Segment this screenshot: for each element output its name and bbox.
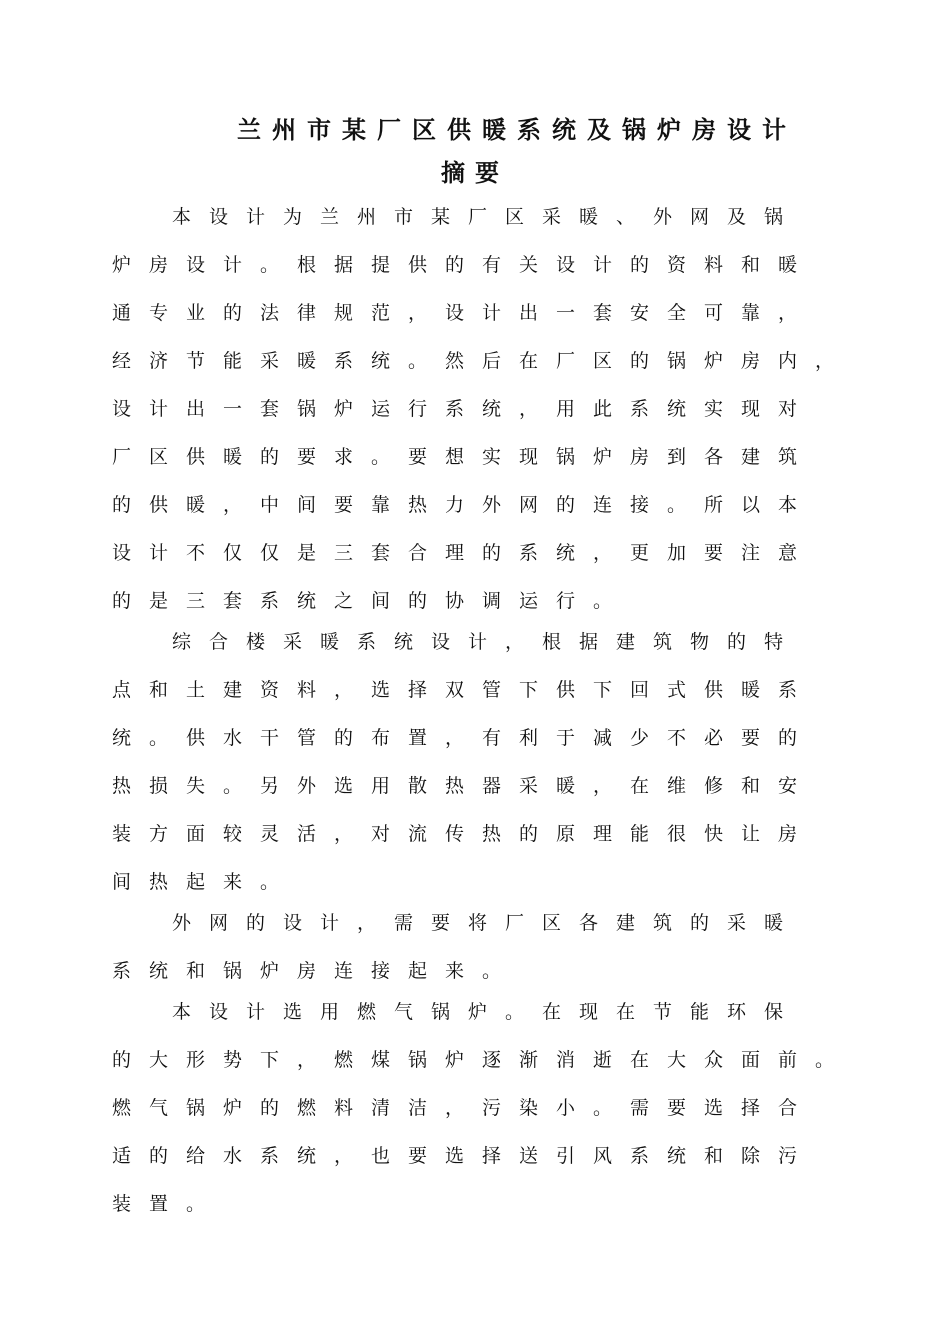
paragraph-line: 装方面较灵活，对流传热的原理能很快让房	[112, 823, 816, 845]
paragraph-line: 适的给水系统，也要选择送引风系统和除污	[112, 1145, 816, 1167]
paragraph-line: 的是三套系统之间的协调运行。	[112, 590, 631, 612]
paragraph-line: 热损失。另外选用散热器采暖，在维修和安	[112, 775, 816, 797]
paragraph-line: 系统和锅炉房连接起来。	[112, 960, 520, 982]
paragraph-line: 燃气锅炉的燃料清洁，污染小。需要选择合	[112, 1097, 816, 1119]
paragraph-line: 经济节能采暖系统。然后在厂区的锅炉房内，	[112, 350, 853, 372]
paragraph-line: 本设计选用燃气锅炉。在现在节能环保	[172, 1001, 802, 1023]
paragraph-line: 通专业的法律规范，设计出一套安全可靠，	[112, 302, 816, 324]
paragraph-line: 本设计为兰州市某厂区采暖、外网及锅	[172, 206, 802, 228]
paragraph-line: 综合楼采暖系统设计，根据建筑物的特	[172, 631, 802, 653]
paragraph-line: 的供暖，中间要靠热力外网的连接。所以本	[112, 494, 816, 516]
paragraph-line: 装置。	[112, 1193, 224, 1215]
paragraph-line: 点和土建资料，选择双管下供下回式供暖系	[112, 679, 816, 701]
paragraph-line: 外网的设计，需要将厂区各建筑的采暖	[172, 912, 802, 934]
abstract-heading: 摘要	[441, 159, 509, 187]
paragraph-line: 间热起来。	[112, 871, 298, 893]
paragraph-line: 炉房设计。根据提供的有关设计的资料和暖	[112, 254, 816, 276]
paragraph-line: 设计不仅仅是三套合理的系统，更加要注意	[112, 542, 816, 564]
document-title: 兰州市某厂区供暖系统及锅炉房设计	[237, 116, 797, 144]
paragraph-line: 设计出一套锅炉运行系统，用此系统实现对	[112, 398, 816, 420]
paragraph-line: 统。供水干管的布置，有利于减少不必要的	[112, 727, 816, 749]
paragraph-line: 厂区供暖的要求。要想实现锅炉房到各建筑	[112, 446, 816, 468]
paragraph-line: 的大形势下，燃煤锅炉逐渐消逝在大众面前。	[112, 1049, 853, 1071]
